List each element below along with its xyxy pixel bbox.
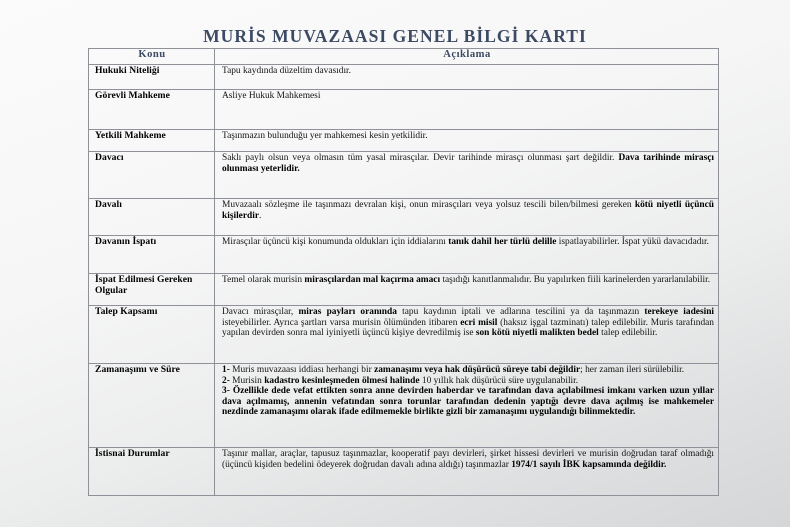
row-topic-cell: Davalı — [89, 199, 215, 236]
table-row — [89, 90, 719, 130]
table-row — [89, 274, 719, 306]
row-description-cell: Asliye Hukuk Mahkemesi — [215, 90, 719, 130]
table-row — [89, 448, 719, 496]
table-body — [89, 65, 719, 496]
table-header-row — [89, 49, 719, 65]
table-header — [89, 49, 719, 65]
table-row — [89, 236, 719, 274]
column-header-aciklama: Açıklama — [215, 49, 719, 65]
row-description-cell: Davacı mirasçılar, miras payları oranında tapu kaydının iptali ve adlarına tescilini ya da taşınmazın terekeye iadesini isteyebilirler. Ayrıca şartları varsa murisin ölümünden itibaren ecri misil (haksız işgal tazminatı) talep edilebilir. Muris tarafından yapılan devirden sonra mal iyiniyetli üçüncü kişiye devredilmiş ise son kötü niyetli malikten bedel talep edilebilir. — [215, 306, 719, 364]
page-title: MURİS MUVAZAASI GENEL BİLGİ KARTI — [203, 26, 587, 46]
row-topic-cell: Zamanaşımı ve Süre — [89, 364, 215, 448]
row-description-cell: Muvazaalı sözleşme ile taşınmazı devralan kişi, onun mirasçıları veya yolsuz tescili bilen/bilmesi gereken kötü niyetli üçüncü kişilerdir. — [215, 199, 719, 236]
row-description-cell: Temel olarak murisin mirasçılardan mal kaçırma amacı taşıdığı kanıtlanmalıdır. Bu yapılırken fiili karinelerden yararlanılabilir. — [215, 274, 719, 306]
row-topic-cell: Görevli Mahkeme — [89, 90, 215, 130]
info-card-table — [88, 48, 719, 496]
row-topic-cell: İstisnai Durumlar — [89, 448, 215, 496]
row-description-cell: Mirasçılar üçüncü kişi konumunda oldukları için iddialarını tanık dahil her türlü delille ispatlayabilirler. İspat yükü davacıdadır. — [215, 236, 719, 274]
table-row — [89, 364, 719, 448]
row-topic-cell: İspat Edilmesi Gereken Olgular — [89, 274, 215, 306]
table-row — [89, 65, 719, 90]
table-row — [89, 199, 719, 236]
table-row — [89, 130, 719, 152]
row-topic-cell: Hukuki Niteliği — [89, 65, 215, 90]
table-row — [89, 152, 719, 199]
column-header-konu: Konu — [89, 49, 215, 65]
row-topic-cell: Davacı — [89, 152, 215, 199]
row-description-cell: 1- Muris muvazaası iddiası herhangi bir zamanaşımı veya hak düşürücü süreye tabi değildir; her zaman ileri sürülebilir. 2- Murisin kadastro kesinleşmeden ölmesi halinde 10 yıllık hak düşürücü süre uygulanabilir. 3- Özellikle dede vefat ettikten sonra anne devirden haberdar ve tarafından dava açılabilmesi imkanı varken uzun yıllar dava açılmamış, annenin vefatından sonra torunlar tarafından dedenin yaptığı devre dava açılmış ise mahkemeler nezdinde zamanaşımı olarak ifade edilmemekle birlikte gizli bir zamanaşımı uygulandığı bilinmektedir. — [215, 364, 719, 448]
row-description-cell: Tapu kaydında düzeltim davasıdır. — [215, 65, 719, 90]
row-description-cell: Taşınmazın bulunduğu yer mahkemesi kesin yetkilidir. — [215, 130, 719, 152]
row-description-cell: Taşınır mallar, araçlar, tapusuz taşınmazlar, kooperatif payı devirleri, şirket hissesi devirleri ve murisin doğrudan taraf olmadığı (üçüncü kişiden bedelini ödeyerek doğrudan davalı adına aldığı) taşınmazlar 1974/1 sayılı İBK kapsamında değildir. — [215, 448, 719, 496]
row-topic-cell: Talep Kapsamı — [89, 306, 215, 364]
row-topic-cell: Davanın İspatı — [89, 236, 215, 274]
row-topic-cell: Yetkili Mahkeme — [89, 130, 215, 152]
row-description-cell: Saklı paylı olsun veya olmasın tüm yasal mirasçılar. Devir tarihinde mirasçı olunması şart değildir. Dava tarihinde mirasçı olunması yeterlidir. — [215, 152, 719, 199]
table-row — [89, 306, 719, 364]
